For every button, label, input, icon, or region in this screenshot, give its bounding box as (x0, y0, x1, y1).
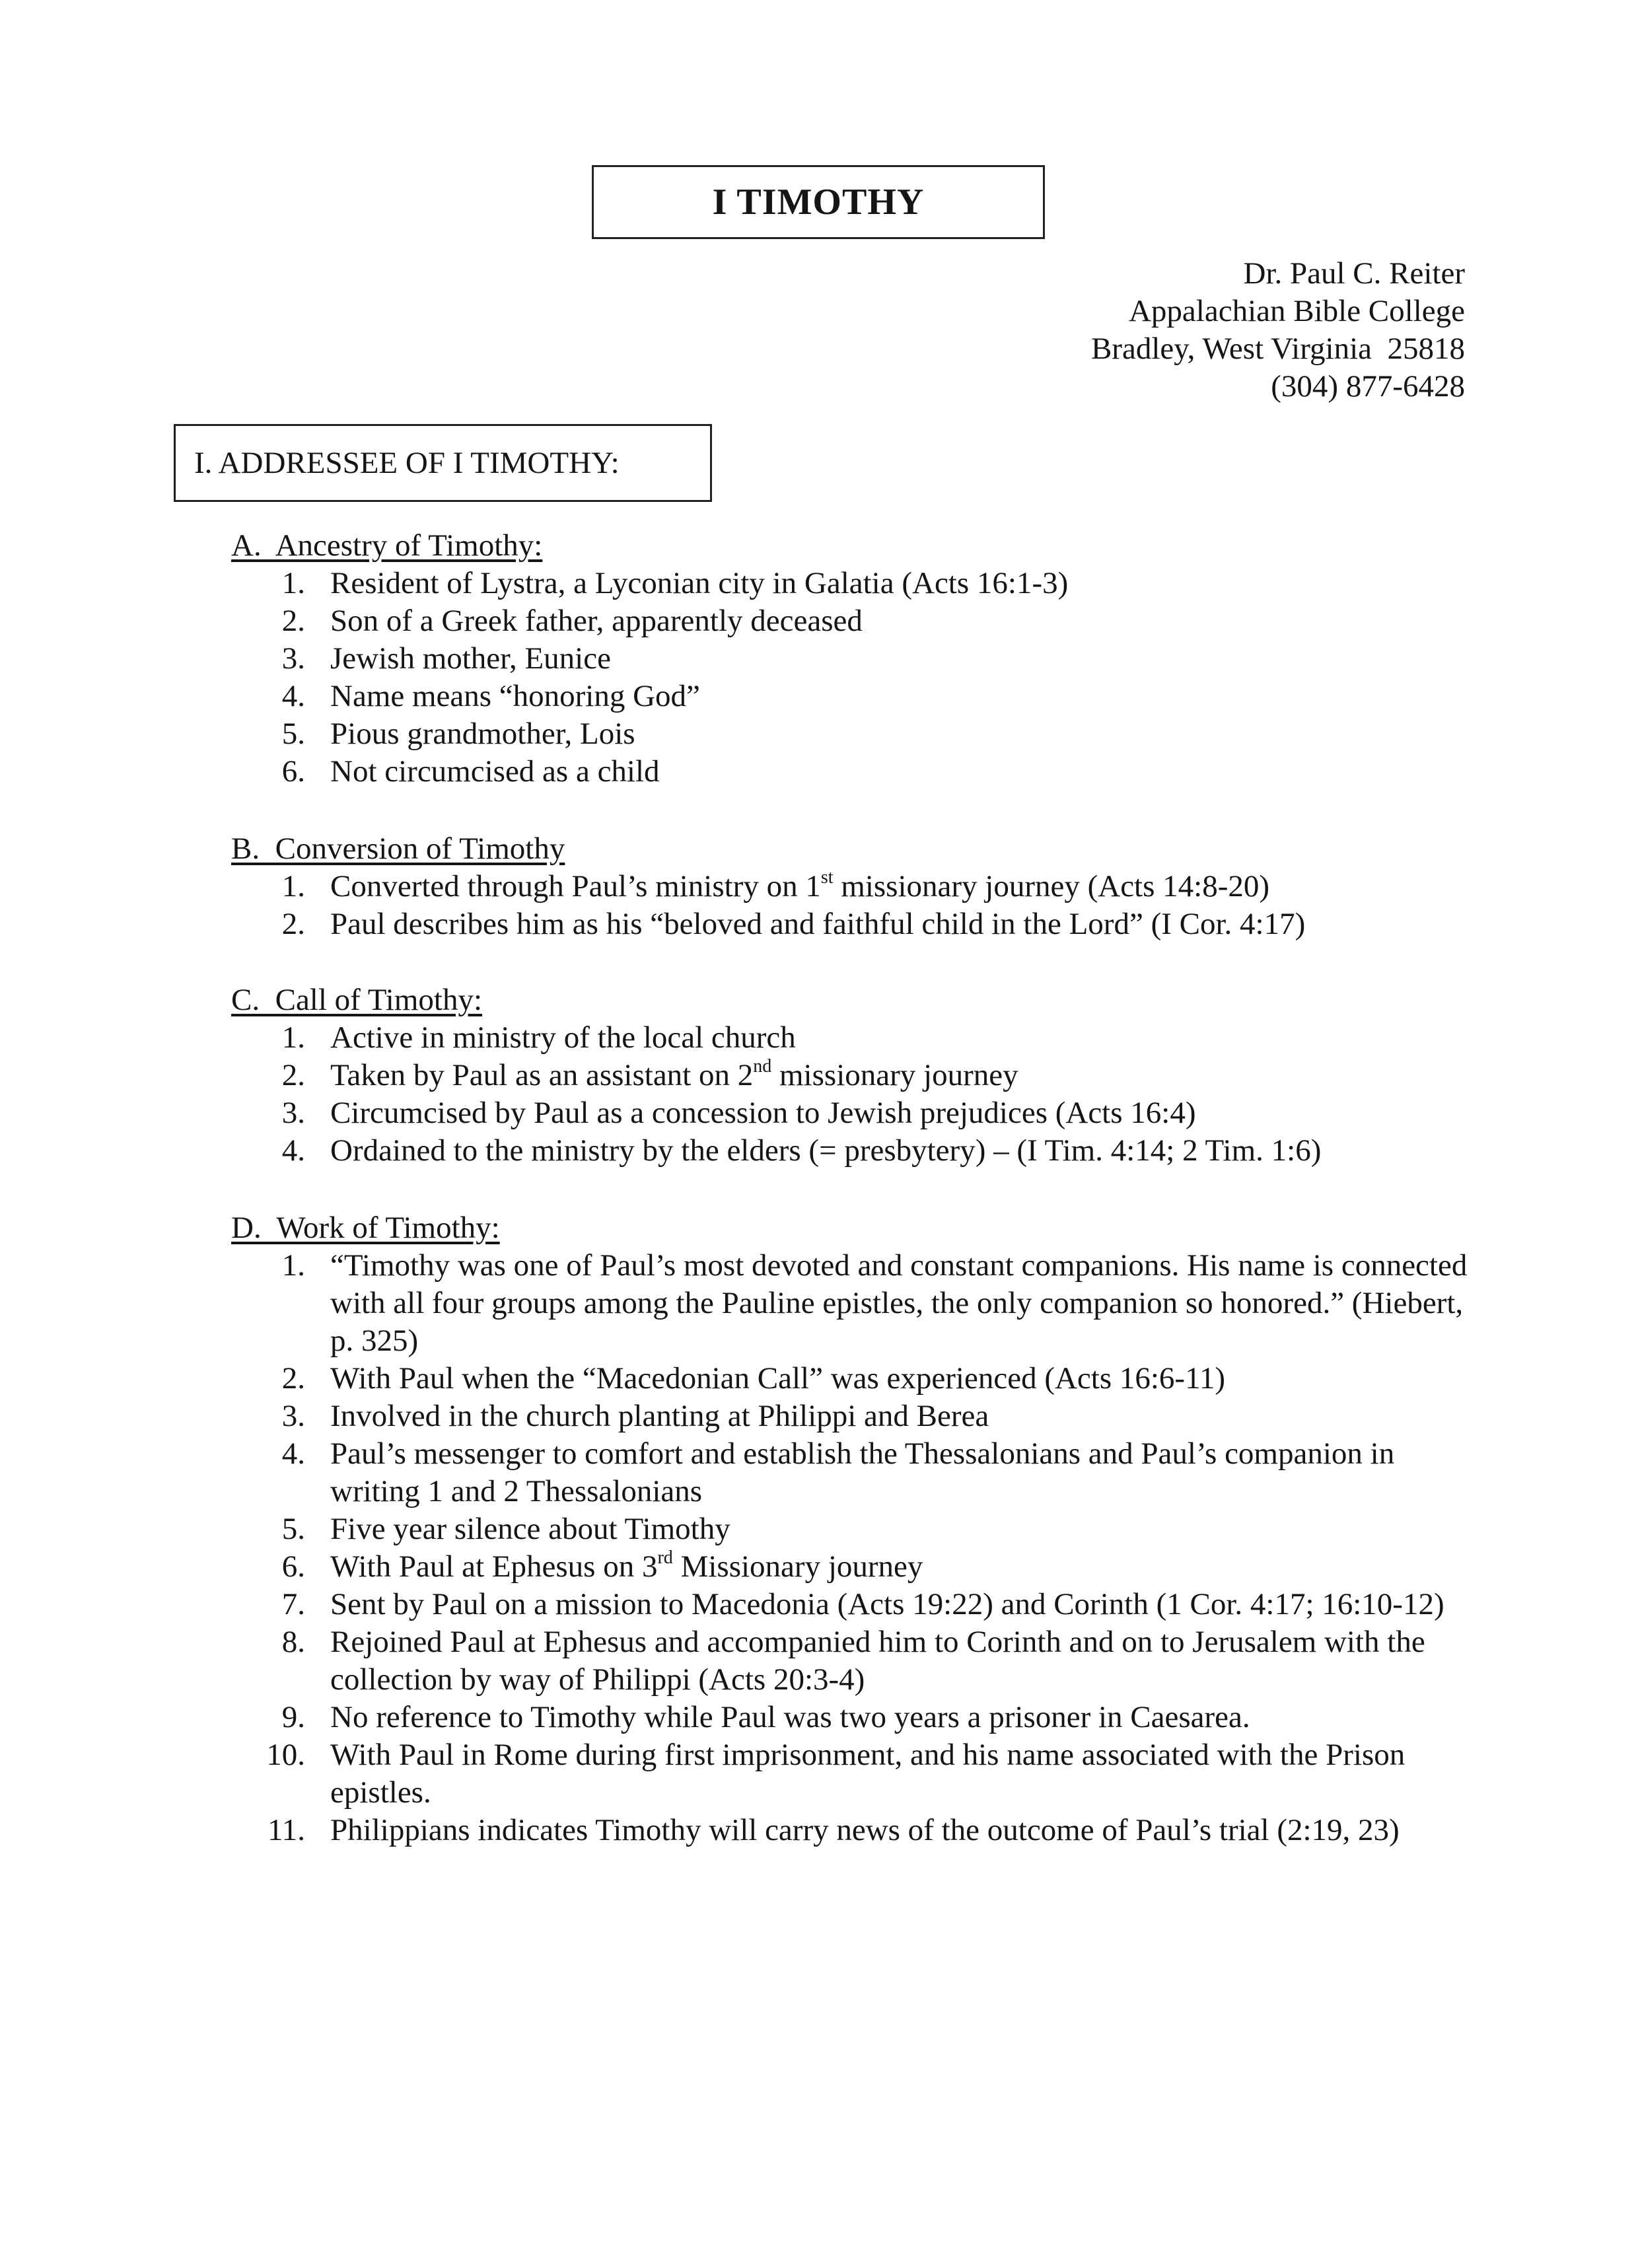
item-number: 4. (281, 1133, 305, 1168)
list-item (231, 640, 1486, 678)
item-number: 2. (281, 604, 305, 638)
item-text-start: Taken by Paul as an assistant on 2 (330, 1058, 754, 1092)
list-item (231, 1094, 1486, 1132)
ordinal-suffix: rd (657, 1547, 673, 1568)
item-number: 1. (281, 1020, 305, 1055)
list-item (231, 1132, 1486, 1170)
list-item (231, 1057, 1486, 1094)
author-institution: Appalachian Bible College (1128, 294, 1465, 328)
author-phone: (304) 877-6428 (1271, 369, 1465, 404)
item-number: 4. (281, 1436, 305, 1471)
item-number: 2. (281, 1058, 305, 1092)
list-item (231, 1398, 1486, 1435)
author-address: Bradley, West Virginia 25818 (1090, 332, 1465, 366)
item-text: Name means “honoring God” (330, 679, 700, 713)
item-list (231, 1247, 1486, 1849)
item-text: Resident of Lystra, a Lyconian city in Galatia (Acts 16:1-3) (330, 566, 1069, 600)
item-number: 4. (281, 679, 305, 713)
list-item (231, 1699, 1486, 1736)
item-text: “Timothy was one of Paul’s most devoted and constant companions. His name is connected with all four groups among the Pauline epistles, the only companion so honored.” (Hiebert, p. 325) (330, 1248, 1468, 1358)
author-block (1091, 255, 1465, 406)
subsection-heading: A. Ancestry of Timothy: (231, 528, 543, 563)
list-item (231, 678, 1486, 715)
item-text-end: missionary journey (771, 1058, 1018, 1092)
item-text-start: Converted through Paul’s ministry on 1 (330, 869, 821, 904)
item-text: With Paul when the “Macedonian Call” was experienced (Acts 16:6-11) (330, 1361, 1225, 1396)
list-item (231, 1435, 1486, 1510)
ordinal-suffix: st (820, 867, 834, 888)
subsection-conversion (231, 830, 1486, 943)
item-text-start: With Paul at Ephesus on 3 (330, 1549, 658, 1584)
item-text (330, 1057, 1486, 1094)
item-text: Pious grandmother, Lois (330, 717, 635, 751)
list-item (231, 1510, 1486, 1548)
item-number: 3. (281, 641, 305, 676)
item-text: Rejoined Paul at Ephesus and accompanied him to Corinth and on to Jerusalem with the collection by way of Philippi (Acts 20:3-4) (330, 1625, 1425, 1697)
title-box (592, 165, 1045, 239)
item-text: Jewish mother, Eunice (330, 641, 611, 676)
list-item (231, 565, 1486, 602)
item-number: 11. (267, 1813, 305, 1847)
item-number: 1. (281, 1248, 305, 1283)
item-number: 1. (281, 869, 305, 904)
subsection-heading: B. Conversion of Timothy (231, 832, 565, 866)
list-item (231, 905, 1486, 943)
item-text: Sent by Paul on a mission to Macedonia (Acts 19:22) and Corinth (1 Cor. 4:17; 16:10-12) (330, 1587, 1444, 1621)
subsection-heading: C. Call of Timothy: (231, 983, 483, 1017)
ordinal-suffix: nd (753, 1056, 772, 1077)
item-number: 3. (281, 1399, 305, 1433)
subsection-ancestry (231, 527, 1486, 791)
list-item (231, 1247, 1486, 1360)
item-text: Philippians indicates Timothy will carry news of the outcome of Paul’s trial (2:19, 23) (330, 1813, 1400, 1847)
item-number: 2. (281, 907, 305, 941)
item-number: 10. (266, 1738, 305, 1772)
item-number: 5. (281, 1512, 305, 1546)
list-item (231, 753, 1486, 791)
item-text-end: missionary journey (Acts 14:8-20) (833, 869, 1270, 904)
item-text-end: Missionary journey (672, 1549, 923, 1584)
item-text: Paul’s messenger to comfort and establish the Thessalonians and Paul’s companion in writing 1 and 2 Thessalonians (330, 1436, 1395, 1508)
item-number: 2. (281, 1361, 305, 1396)
item-text (330, 1548, 1486, 1586)
item-text: Involved in the church planting at Philippi and Berea (330, 1399, 989, 1433)
item-number: 3. (281, 1096, 305, 1130)
page-title: I TIMOTHY (712, 182, 925, 223)
item-number: 7. (281, 1587, 305, 1621)
item-text: Circumcised by Paul as a concession to Jewish prejudices (Acts 16:4) (330, 1096, 1196, 1130)
list-item (231, 602, 1486, 640)
subsection-heading: D. Work of Timothy: (231, 1211, 500, 1245)
item-text: Active in ministry of the local church (330, 1020, 796, 1055)
subsection-call (231, 981, 1486, 1170)
item-number: 6. (281, 1549, 305, 1584)
list-item (231, 715, 1486, 753)
list-item (231, 1019, 1486, 1057)
item-text: No reference to Timothy while Paul was two years a prisoner in Caesarea. (330, 1700, 1250, 1734)
item-text: Not circumcised as a child (330, 754, 660, 789)
list-item (231, 1736, 1486, 1812)
item-text: Son of a Greek father, apparently deceased (330, 604, 863, 638)
item-text: With Paul in Rome during first imprisonment, and his name associated with the Prison epistles. (330, 1738, 1406, 1810)
list-item (231, 1623, 1486, 1699)
item-text (330, 868, 1486, 905)
list-item (231, 1812, 1486, 1849)
item-number: 8. (281, 1625, 305, 1659)
item-text: Ordained to the ministry by the elders (= presbytery) – (I Tim. 4:14; 2 Tim. 1:6) (330, 1133, 1322, 1168)
list-item (231, 1548, 1486, 1586)
section-heading: I. ADDRESSEE OF I TIMOTHY: (194, 446, 620, 480)
item-number: 5. (281, 717, 305, 751)
list-item (231, 1360, 1486, 1398)
item-list (231, 1019, 1486, 1170)
subsection-work (231, 1209, 1486, 1849)
item-list (231, 868, 1486, 943)
section-heading-box (174, 424, 712, 502)
author-name: Dr. Paul C. Reiter (1243, 256, 1465, 291)
item-number: 9. (281, 1700, 305, 1734)
item-number: 1. (281, 566, 305, 600)
list-item (231, 868, 1486, 905)
item-text: Paul describes him as his “beloved and faithful child in the Lord” (I Cor. 4:17) (330, 907, 1306, 941)
item-list (231, 565, 1486, 791)
list-item (231, 1586, 1486, 1623)
item-number: 6. (281, 754, 305, 789)
item-text: Five year silence about Timothy (330, 1512, 730, 1546)
